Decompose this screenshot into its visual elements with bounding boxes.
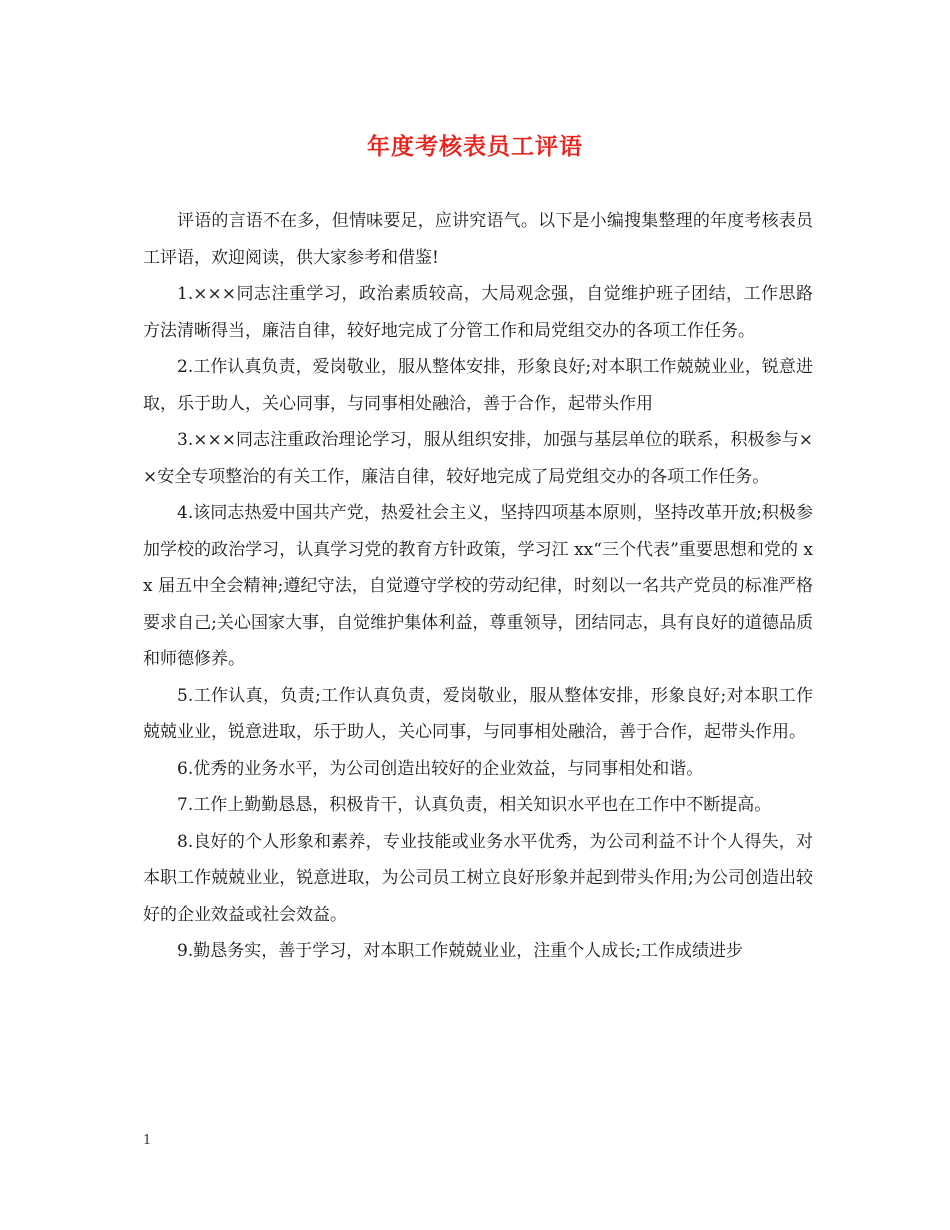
comment-item-5: 5.工作认真，负责;工作认真负责，爱岗敬业，服从整体安排，形象良好;对本职工作兢兢业业，锐意进取，乐于助人，关心同事，与同事相处融洽，善于合作，起带头作用。 <box>143 685 813 742</box>
comment-item-4: 4.该同志热爱中国共产党，热爱社会主义，坚持四项基本原则，坚持改革开放;积极参加学校的政治学习，认真学习党的教育方针政策，学习江 xx“三个代表”重要思想和党的 xx 届五中全会精神;遵纪守法，自觉遵守学校的劳动纪律，时刻以一名共产党员的标准严格要求自己;关心国家大事，自觉维护集体利益，尊重领导，团结同志，具有良好的道德品质和师德修养。 <box>143 503 813 669</box>
comment-item-9: 9.勤恳务实，善于学习，对本职工作兢兢业业，注重个人成长;工作成绩进步 <box>177 941 743 961</box>
comment-item-8: 8.良好的个人形象和素养，专业技能或业务水平优秀，为公司利益不计个人得失，对本职工作兢兢业业，锐意进取，为公司员工树立良好形象并起到带头作用;为公司创造出较好的企业效益或社会效益。 <box>143 831 813 925</box>
comment-item-2: 2.工作认真负责，爱岗敬业，服从整体安排，形象良好;对本职工作兢兢业业，锐意进取，乐于助人，关心同事，与同事相处融洽，善于合作，起带头作用 <box>143 357 813 414</box>
intro-paragraph: 评语的言语不在多，但情味要足，应讲究语气。以下是小编搜集整理的年度考核表员工评语，欢迎阅读，供大家参考和借鉴! <box>143 211 813 268</box>
comment-item-1: 1.×××同志注重学习，政治素质较高，大局观念强，自觉维护班子团结，工作思路方法清晰得当，廉洁自律，较好地完成了分管工作和局党组交办的各项工作任务。 <box>143 284 813 341</box>
page-number: 1 <box>143 1133 152 1148</box>
document-title: 年度考核表员工评语 <box>367 133 583 160</box>
comment-item-3: 3.×××同志注重政治理论学习，服从组织安排，加强与基层单位的联系，积极参与××安全专项整治的有关工作，廉洁自律，较好地完成了局党组交办的各项工作任务。 <box>143 430 813 487</box>
comment-item-6: 6.优秀的业务水平，为公司创造出较好的企业效益，与同事相处和谐。 <box>177 758 704 779</box>
document-body <box>143 203 813 970</box>
comment-item-7: 7.工作上勤勤恳恳，积极肯干，认真负责，相关知识水平也在工作中不断提高。 <box>177 795 772 815</box>
